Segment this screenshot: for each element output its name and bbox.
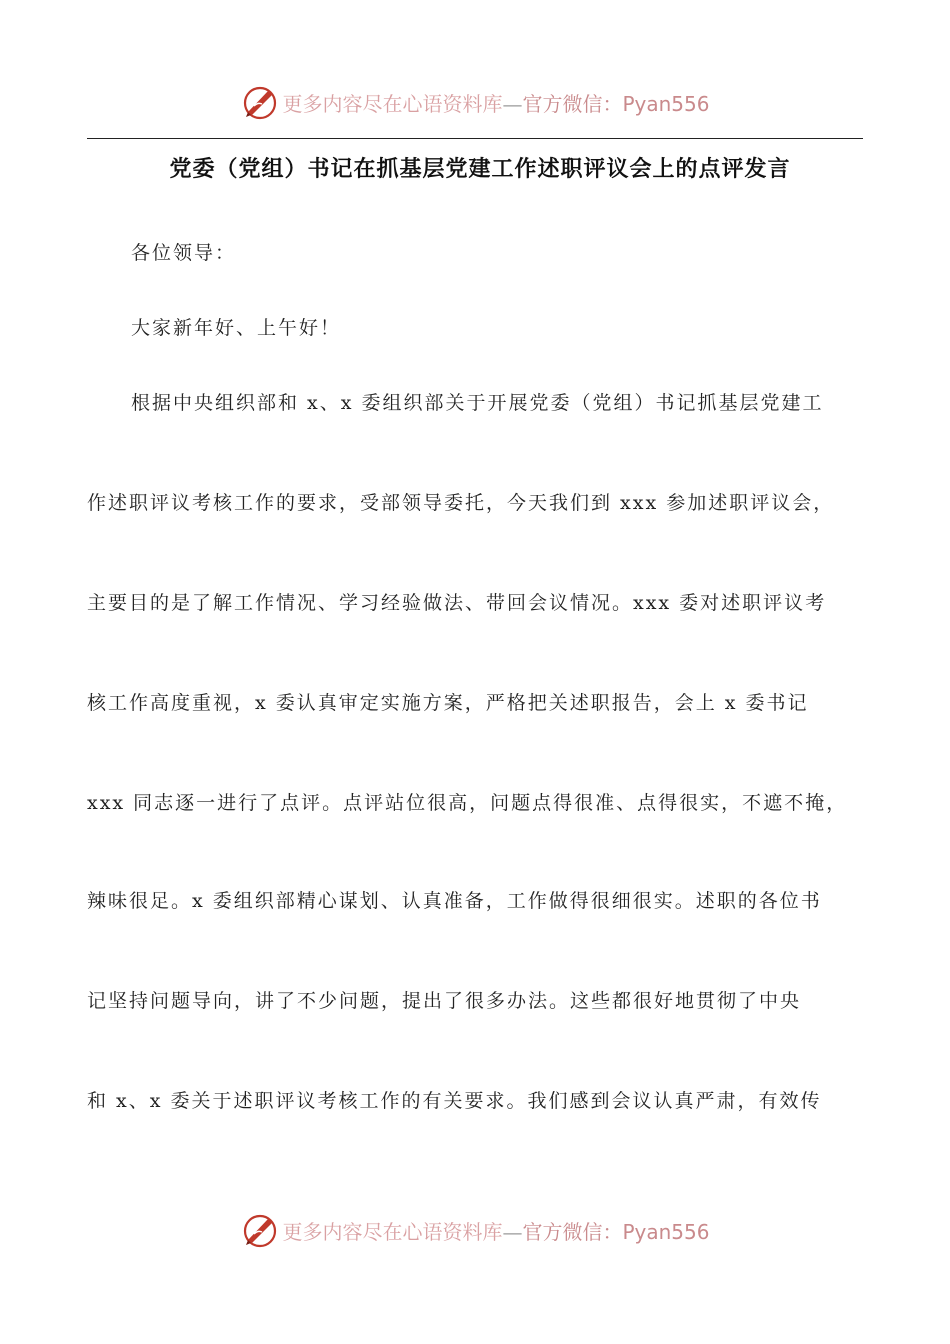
body-line: 辣味很足。x 委组织部精心谋划、认真准备，工作做得很细很实。述职的各位书 [87,890,822,912]
body-line: 主要目的是了解工作情况、学习经验做法、带回会议情况。xxx 委对述职评议考 [87,592,827,614]
body-line: 记坚持问题导向，讲了不少问题，提出了很多办法。这些都很好地贯彻了中央 [87,990,802,1012]
document-title: 党委（党组）书记在抓基层党建工作述职评议会上的点评发言 [169,156,791,182]
banner-text: 更多内容尽在心语资料库—官方微信：Pyan556 [282,1219,710,1244]
body-line: 核工作高度重视，x 委认真审定实施方案，严格把关述职报告，会上 x 委书记 [87,692,809,714]
body-line: 根据中央组织部和 x、x 委组织部关于开展党委（党组）书记抓基层党建工 [131,392,824,414]
body-line: xxx 同志逐一进行了点评。点评站位很高，问题点得很准、点得很实，不遮不掩， [87,792,848,814]
body-line: 作述职评议考核工作的要求，受部领导委托，今天我们到 xxx 参加述职评议会， [87,492,835,514]
footer-banner [0,1210,950,1250]
salutation: 各位领导： [131,242,237,264]
body-line: 和 x、x 委关于述职评议考核工作的有关要求。我们感到会议认真严肃，有效传 [87,1090,822,1112]
pen-logo-icon [240,1210,280,1250]
header-banner [0,82,950,122]
greeting: 大家新年好、上午好！ [131,317,342,339]
banner-text: 更多内容尽在心语资料库—官方微信：Pyan556 [282,91,710,116]
header-divider [87,138,863,139]
pen-logo-icon [240,82,280,122]
